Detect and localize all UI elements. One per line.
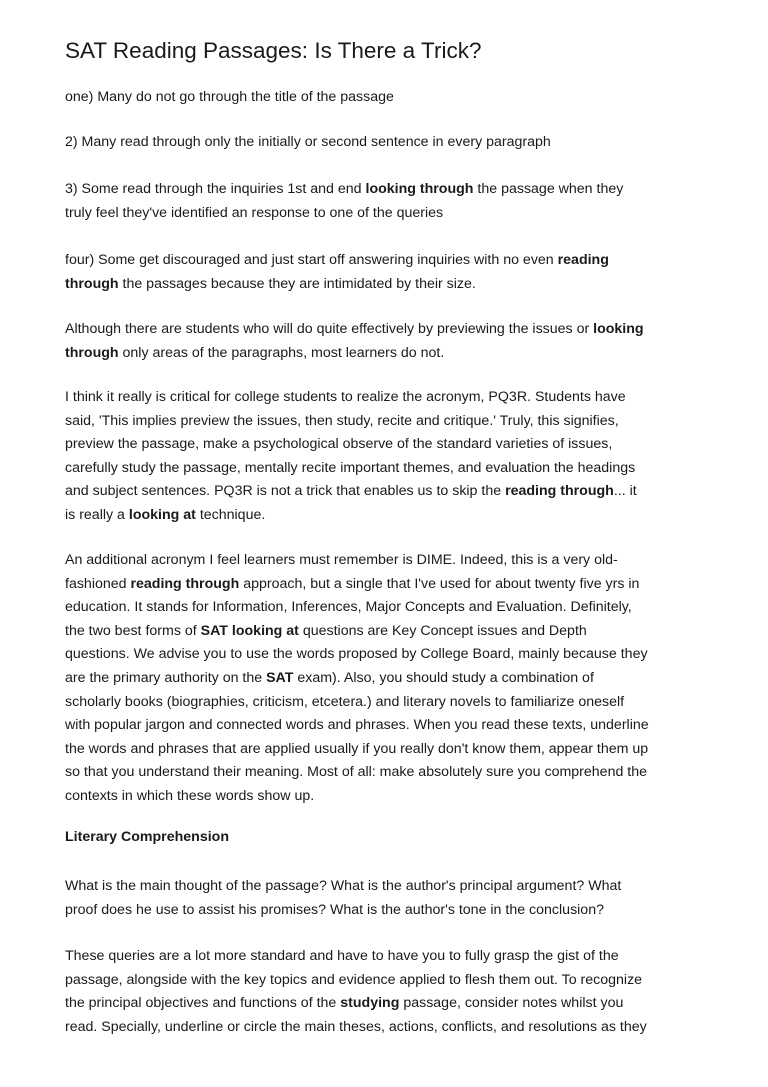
text-run: ... it (613, 483, 637, 500)
text-line (65, 875, 621, 899)
text-line (65, 573, 649, 597)
text-line (65, 386, 637, 410)
bold-text: through (65, 275, 119, 292)
text-run: fashioned (65, 575, 131, 592)
paragraph (65, 875, 621, 922)
text-run: 2) Many read through only the initially or second sentence in every paragraph (65, 134, 551, 150)
text-run: carefully study the passage, mentally recite important themes, and evaluation the headings (65, 459, 636, 476)
paragraph (65, 549, 649, 809)
text-run: education. It stands for Information, Inferences, Major Concepts and Evaluation. Definitely, (65, 599, 632, 616)
text-line (65, 131, 551, 155)
text-line (65, 691, 649, 715)
text-line (65, 620, 649, 644)
text-line (65, 457, 637, 481)
text-line (65, 785, 649, 809)
paragraph (65, 178, 623, 225)
bold-text: Literary Comprehension (65, 829, 229, 845)
text-line (65, 643, 649, 667)
text-run: preview the passage, make a psychological observe of the standard varieties of issues, (65, 436, 613, 453)
text-run: proof does he use to assist his promises? What is the author's tone in the conclusion? (65, 901, 604, 918)
text-line (65, 899, 621, 923)
text-run: the passages because they are intimidated by their size. (118, 275, 476, 292)
text-line (65, 549, 649, 573)
text-run: four) Some get discouraged and just start off answering inquiries with no even (65, 252, 558, 268)
text-run: and subject sentences. PQ3R is not a trick that enables us to skip the (65, 483, 506, 500)
text-line (65, 410, 637, 434)
text-run: read. Specially, underline or circle the main theses, actions, conflicts, and resolutions as they (65, 1018, 647, 1035)
text-run: one) Many do not go through the title of the passage (65, 89, 394, 105)
text-run: 3) Some read through the inquiries 1st and end (65, 181, 366, 197)
text-run: said, 'This implies preview the issues, then study, recite and critique.' Truly, this signifies, (65, 412, 619, 429)
text-run: the principal objectives and functions of the (65, 995, 341, 1012)
text-line (65, 249, 609, 273)
text-run: the words and phrases that are applied usually if you really don't know them, appear them up (65, 740, 649, 757)
text-line (65, 667, 649, 691)
text-run: passage, consider notes whilst you (399, 995, 624, 1012)
text-line (65, 86, 394, 110)
text-run: Although there are students who will do quite effectively by previewing the issues or (65, 321, 594, 337)
paragraph (65, 386, 637, 528)
text-line (65, 945, 647, 969)
bold-text: SAT looking at (200, 622, 299, 639)
text-line (65, 1016, 647, 1040)
text-run: An additional acronym I feel learners must remember is DIME. Indeed, this is a very old- (65, 552, 618, 568)
text-line (65, 714, 649, 738)
text-run: so that you understand their meaning. Most of all: make absolutely sure you comprehend the (65, 764, 648, 781)
text-line (65, 992, 647, 1016)
bold-text: reading (557, 252, 609, 268)
text-line (65, 761, 649, 785)
text-run: only areas of the paragraphs, most learners do not. (118, 344, 445, 361)
text-line (65, 318, 644, 342)
section-heading (65, 826, 229, 850)
text-run: scholarly books (biographies, criticism, etcetera.) and literary novels to familiarize oneself (65, 693, 625, 710)
text-run: are the primary authority on the (65, 669, 267, 686)
text-line (65, 738, 649, 762)
text-run: technique. (195, 506, 266, 523)
bold-text: looking through (365, 181, 474, 197)
text-run: the passage when they (473, 181, 624, 197)
text-run: passage, alongside with the key topics and evidence applied to flesh them out. To recognize (65, 971, 643, 988)
text-run: the two best forms of (65, 622, 201, 639)
text-line (65, 433, 637, 457)
text-line (65, 504, 637, 528)
text-line (65, 342, 644, 366)
bold-text: through (65, 344, 119, 361)
paragraph (65, 249, 609, 296)
paragraph (65, 318, 644, 365)
text-run: approach, but a single that I've used for about twenty five yrs in (239, 575, 640, 592)
text-run: questions are Key Concept issues and Depth (298, 622, 587, 639)
text-run: contexts in which these words show up. (65, 787, 315, 804)
text-line (65, 480, 637, 504)
bold-text: SAT (266, 669, 294, 686)
text-line (65, 969, 647, 993)
paragraph (65, 945, 647, 1039)
text-line (65, 596, 649, 620)
text-line (65, 202, 623, 226)
text-line (65, 273, 609, 297)
document-page (65, 0, 715, 1035)
bold-text: reading through (505, 483, 614, 500)
text-run: These queries are a lot more standard and have to have you to fully grasp the gist of the (65, 948, 619, 964)
bold-text: reading through (130, 575, 240, 592)
text-run: I think it really is critical for college students to realize the acronym, PQ3R. Students have (65, 389, 626, 405)
paragraph (65, 131, 551, 155)
bold-text: looking at (128, 506, 196, 523)
paragraph (65, 86, 394, 110)
text-run: with popular jargon and connected words and phrases. When you read these texts, underline (65, 717, 649, 734)
text-run: questions. We advise you to use the words proposed by College Board, mainly because they (65, 646, 648, 663)
page-title: SAT Reading Passages: Is There a Trick? (65, 38, 482, 63)
text-line (65, 826, 229, 850)
bold-text: studying (340, 995, 400, 1012)
text-run: truly feel they've identified an response to one of the queries (65, 204, 444, 221)
bold-text: looking (593, 321, 644, 337)
text-run: is really a (65, 506, 129, 523)
text-line (65, 178, 623, 202)
text-run: What is the main thought of the passage? What is the author's principal argument? What (65, 878, 622, 894)
text-run: exam). Also, you should study a combination of (293, 669, 594, 686)
